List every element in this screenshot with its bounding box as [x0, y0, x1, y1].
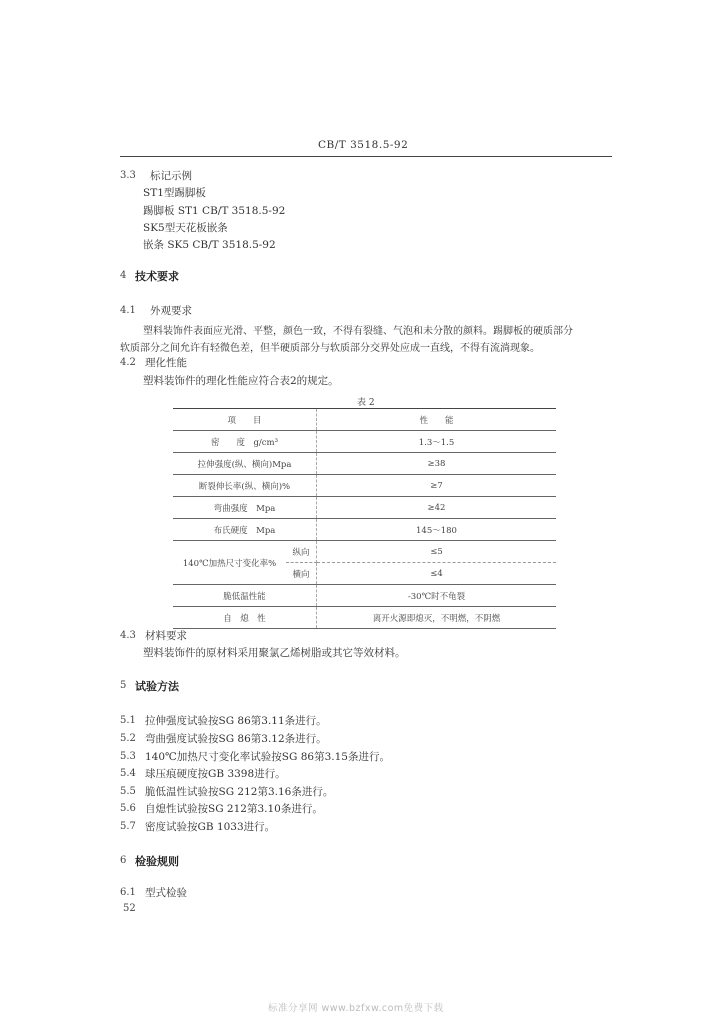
table-row — [173, 607, 556, 629]
section-6-title: 检验规则 — [135, 855, 179, 868]
table-cell-value: -30℃时不龟裂 — [317, 585, 557, 607]
table-cell-subitem: 横向 — [286, 563, 317, 585]
section-5-title: 试验方法 — [135, 680, 179, 693]
marking-example-line: 踢脚板 ST1 CB/T 3518.5-92 — [143, 205, 286, 217]
test-item-text: 密度试验按GB 1033进行。 — [145, 821, 276, 833]
table-cell-value: 145～180 — [317, 519, 557, 541]
section-4-1-paragraph: 软质部分之间允许有轻微色差，但半硬质部分与软质部分交界处应成一直线，不得有流淌现象。 — [120, 343, 540, 354]
table-header-performance: 性 能 — [317, 409, 557, 431]
section-4-1-paragraph: 塑料装饰件表面应光滑、平整，颜色一致，不得有裂缝、气泡和未分散的颜料。踢脚板的硬质部分 — [143, 326, 573, 337]
test-item-number: 5.4 — [120, 768, 136, 779]
section-4-3-title: 材料要求 — [145, 630, 187, 642]
section-4-1-number: 4.1 — [120, 305, 136, 316]
table-cell-item: 140℃加热尺寸变化率% — [173, 541, 286, 585]
test-item-text: 弯曲强度试验按SG 86第3.12条进行。 — [145, 733, 327, 745]
section-3-3-number: 3.3 — [120, 170, 136, 181]
test-item-text: 140℃加热尺寸变化率试验按SG 86第3.15条进行。 — [145, 751, 390, 763]
table-cell-value: 1.3～1.5 — [317, 431, 557, 453]
table-cell-item: 自 熄 性 — [173, 607, 317, 629]
table-caption: 表 2 — [357, 398, 375, 408]
section-4-title: 技术要求 — [135, 270, 179, 283]
section-4-3-paragraph: 塑料装饰件的原材料采用聚氯乙烯树脂或其它等效材料。 — [143, 647, 406, 659]
marking-example-line: SK5型天花板嵌条 — [143, 222, 228, 234]
section-4-3-number: 4.3 — [120, 630, 136, 641]
document-code-header: CB/T 3518.5-92 — [318, 139, 409, 151]
table-cell-value: 离开火源即熄灭，不明燃，不阴燃 — [317, 607, 557, 629]
table-cell-value: ≤4 — [317, 563, 557, 585]
table-row — [173, 519, 556, 541]
section-6-1-title: 型式检验 — [145, 887, 187, 899]
watermark-footer: 标准分享网 www.bzfxw.com免费下载 — [268, 1003, 444, 1014]
table-cell-item: 弯曲强度 Mpa — [173, 497, 317, 519]
table-cell-subitem: 纵向 — [286, 541, 317, 563]
section-4-2-paragraph: 塑料装饰件的理化性能应符合表2的规定。 — [143, 375, 339, 387]
test-item-text: 脆低温性试验按SG 212第3.16条进行。 — [145, 786, 334, 798]
section-5-number: 5 — [120, 680, 127, 691]
test-item-text: 拉伸强度试验按SG 86第3.11条进行。 — [145, 715, 327, 727]
test-item-number: 5.1 — [120, 715, 136, 726]
section-6-1-number: 6.1 — [120, 887, 136, 898]
test-item-number: 5.3 — [120, 751, 136, 762]
table-cell-value: ≥38 — [317, 453, 557, 475]
table-row — [173, 475, 556, 497]
table-cell-item: 脆低温性能 — [173, 585, 317, 607]
table-row — [173, 453, 556, 475]
section-6-number: 6 — [120, 855, 127, 866]
table-row — [173, 585, 556, 607]
test-item-number: 5.6 — [120, 803, 136, 814]
section-4-number: 4 — [120, 270, 127, 281]
table-header-item: 项 目 — [173, 409, 317, 431]
table-cell-item: 断裂伸长率(纵、横向)% — [173, 475, 317, 497]
table-cell-value: ≤5 — [317, 541, 557, 563]
test-item-number: 5.5 — [120, 786, 136, 797]
table-row — [173, 497, 556, 519]
table-header-row — [173, 409, 556, 431]
table-cell-item: 密 度 g/cm³ — [173, 431, 317, 453]
table-row — [173, 541, 556, 563]
marking-example-line: 嵌条 SK5 CB/T 3518.5-92 — [143, 239, 276, 251]
section-4-1-title: 外观要求 — [150, 305, 192, 317]
page-number: 52 — [123, 903, 136, 914]
test-item-number: 5.7 — [120, 821, 136, 832]
table-cell-item: 拉伸强度(纵、横向)Mpa — [173, 453, 317, 475]
table-row — [173, 431, 556, 453]
test-item-text: 球压痕硬度按GB 3398进行。 — [145, 768, 286, 780]
table-cell-value: ≥42 — [317, 497, 557, 519]
section-3-3-title: 标记示例 — [150, 170, 192, 182]
header-rule — [120, 156, 612, 157]
test-item-number: 5.2 — [120, 733, 136, 744]
table-cell-value: ≥7 — [317, 475, 557, 497]
test-item-text: 自熄性试验按SG 212第3.10条进行。 — [145, 803, 323, 815]
section-4-2-title: 理化性能 — [145, 357, 187, 369]
section-4-2-number: 4.2 — [120, 357, 136, 368]
table-cell-item: 布氏硬度 Mpa — [173, 519, 317, 541]
marking-example-line: ST1型踢脚板 — [143, 187, 206, 199]
properties-table — [173, 408, 556, 629]
